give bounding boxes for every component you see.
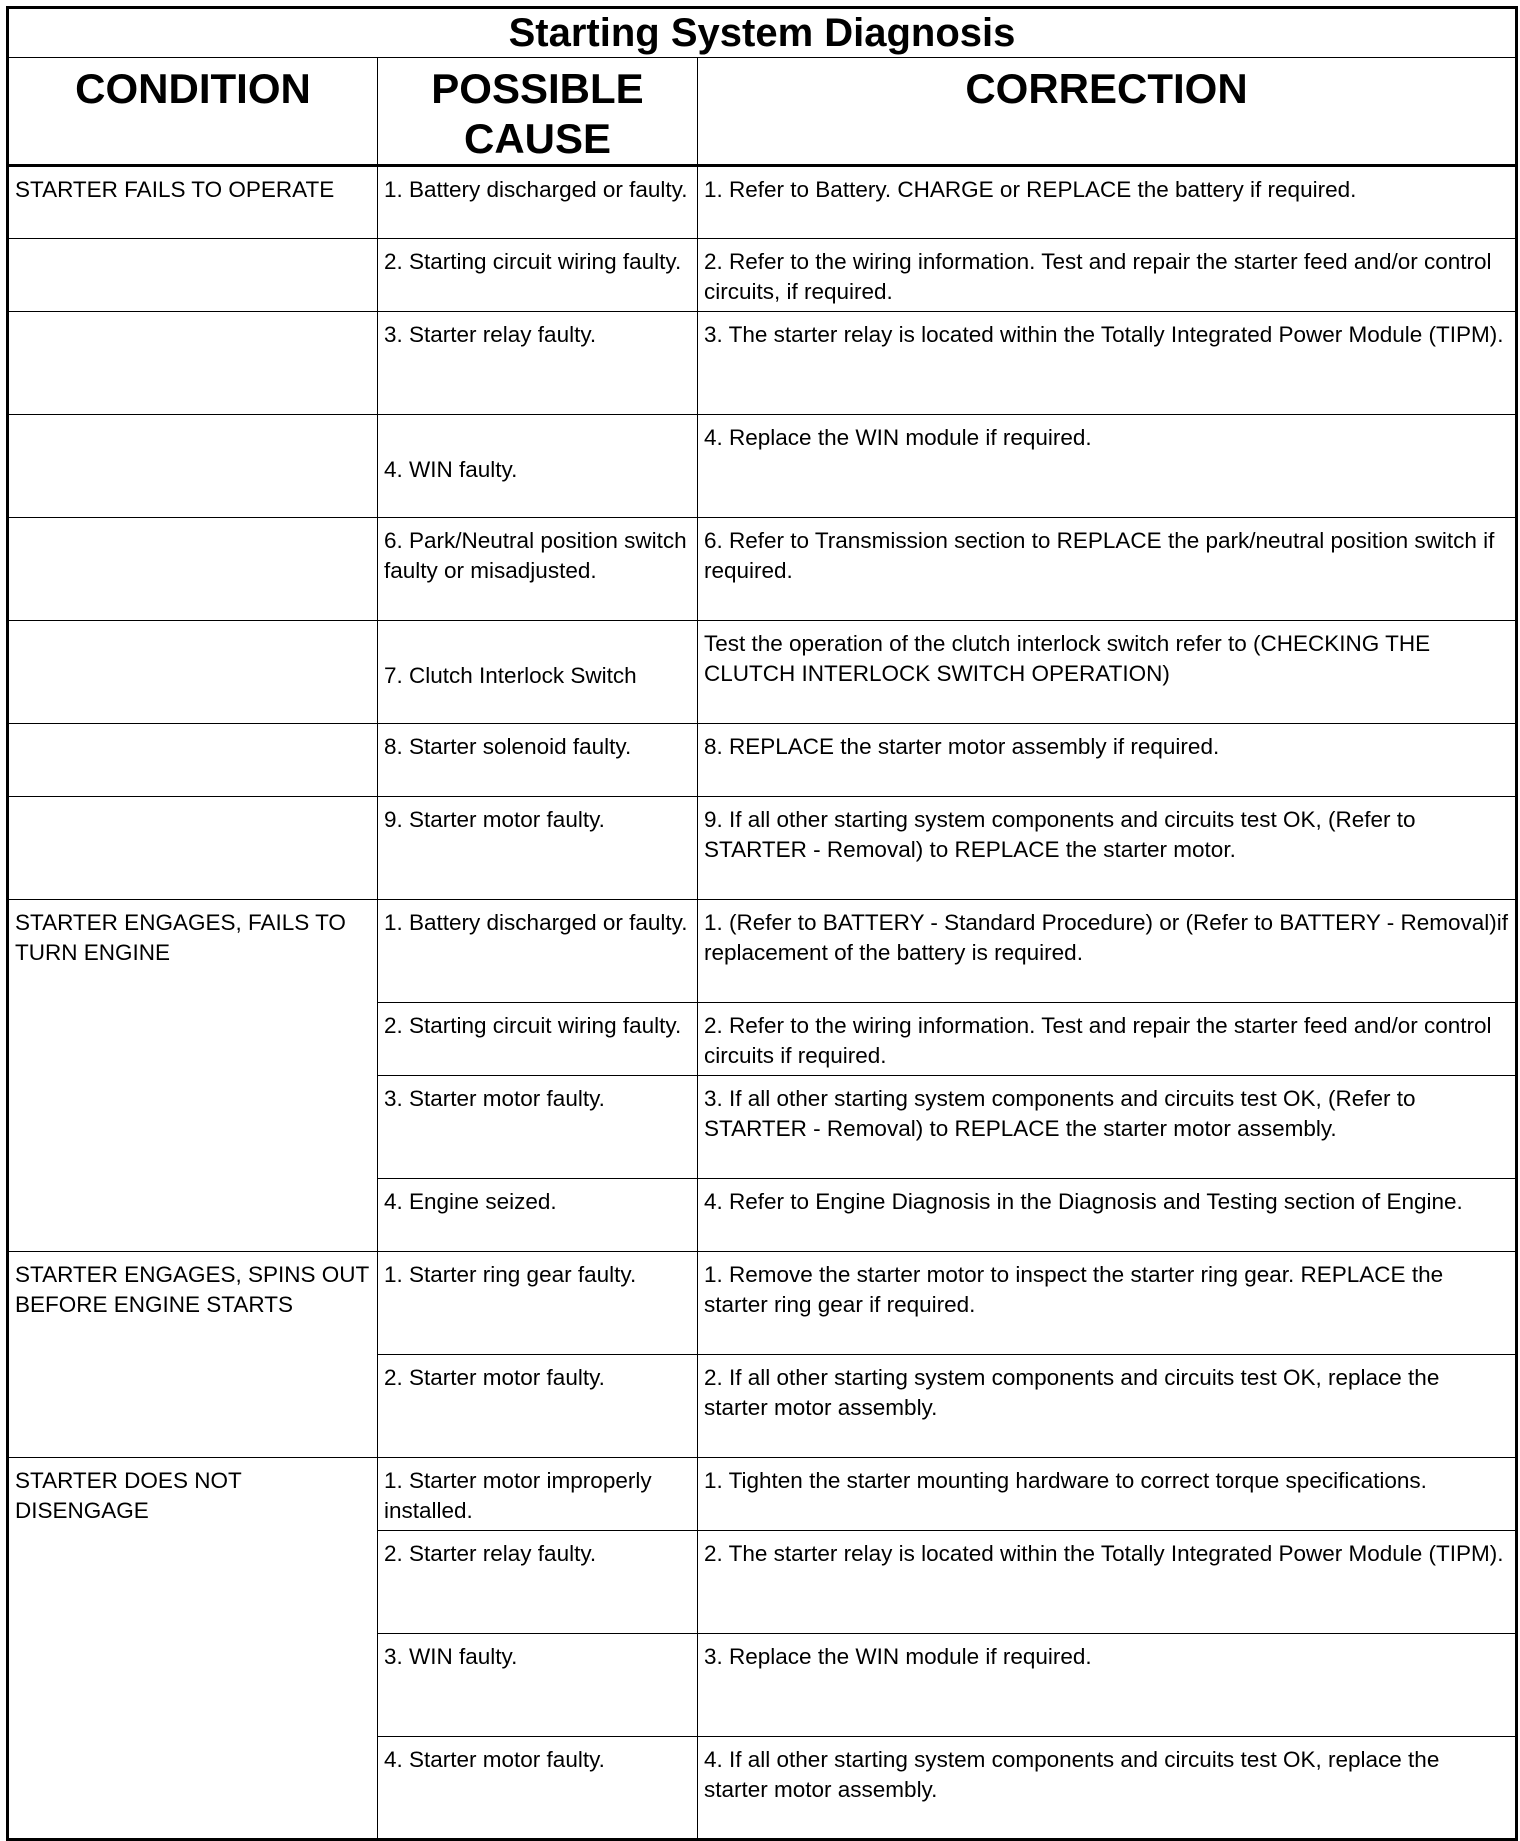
correction-cell: 1. Tighten the starter mounting hardware to correct torque specifications.: [698, 1458, 1517, 1531]
cause-cell: 1. Battery discharged or faulty.: [378, 166, 698, 239]
table-row: [8, 797, 1517, 900]
condition-cell: STARTER ENGAGES, SPINS OUT BEFORE ENGINE STARTS: [8, 1252, 378, 1458]
correction-cell: 1. Remove the starter motor to inspect the starter ring gear. REPLACE the starter ring gear if required.: [698, 1252, 1517, 1355]
correction-cell: 4. Refer to Engine Diagnosis in the Diagnosis and Testing section of Engine.: [698, 1179, 1517, 1252]
table-row: [8, 518, 1517, 621]
condition-cell: STARTER FAILS TO OPERATE: [8, 166, 378, 239]
cause-cell: 3. WIN faulty.: [378, 1634, 698, 1737]
correction-cell: 2. The starter relay is located within the Totally Integrated Power Module (TIPM).: [698, 1531, 1517, 1634]
header-possible-cause: POSSIBLE CAUSE: [378, 58, 698, 166]
cause-cell: 1. Battery discharged or faulty.: [378, 900, 698, 1003]
table-row: [8, 724, 1517, 797]
table-row: [8, 415, 1517, 518]
correction-cell: 9. If all other starting system components and circuits test OK, (Refer to STARTER - Removal) to REPLACE the starter motor.: [698, 797, 1517, 900]
cause-cell: 2. Starter motor faulty.: [378, 1355, 698, 1458]
cause-cell: 2. Starting circuit wiring faulty.: [378, 1003, 698, 1076]
condition-cell: STARTER ENGAGES, FAILS TO TURN ENGINE: [8, 900, 378, 1252]
table-row: [8, 900, 1517, 1003]
condition-cell-empty: [8, 724, 378, 797]
correction-cell: 3. If all other starting system components and circuits test OK, (Refer to STARTER - Removal) to REPLACE the starter motor assembly.: [698, 1076, 1517, 1179]
cause-cell: 7. Clutch Interlock Switch: [378, 621, 698, 724]
table-row: [8, 312, 1517, 415]
condition-cell-empty: [8, 312, 378, 415]
correction-cell: Test the operation of the clutch interlock switch refer to (CHECKING THE CLUTCH INTERLOCK SWITCH OPERATION): [698, 621, 1517, 724]
condition-cell-empty: [8, 415, 378, 518]
cause-cell: 1. Starter ring gear faulty.: [378, 1252, 698, 1355]
cause-cell: 2. Starter relay faulty.: [378, 1531, 698, 1634]
cause-cell: 3. Starter relay faulty.: [378, 312, 698, 415]
cause-cell: 3. Starter motor faulty.: [378, 1076, 698, 1179]
cause-cell: 8. Starter solenoid faulty.: [378, 724, 698, 797]
table-row: [8, 621, 1517, 724]
correction-cell: 3. Replace the WIN module if required.: [698, 1634, 1517, 1737]
condition-cell: STARTER DOES NOT DISENGAGE: [8, 1458, 378, 1840]
diagnosis-table: [6, 6, 1518, 1841]
correction-cell: 6. Refer to Transmission section to REPLACE the park/neutral position switch if required.: [698, 518, 1517, 621]
condition-cell-empty: [8, 621, 378, 724]
correction-cell: 1. Refer to Battery. CHARGE or REPLACE the battery if required.: [698, 166, 1517, 239]
cause-cell: 6. Park/Neutral position switch faulty or misadjusted.: [378, 518, 698, 621]
table-row: [8, 239, 1517, 312]
table-row: [8, 1458, 1517, 1531]
table-row: [8, 166, 1517, 239]
table-title: Starting System Diagnosis: [8, 8, 1517, 58]
condition-cell-empty: [8, 239, 378, 312]
correction-cell: 1. (Refer to BATTERY - Standard Procedure) or (Refer to BATTERY - Removal)if replacement of the battery is required.: [698, 900, 1517, 1003]
correction-cell: 2. Refer to the wiring information. Test and repair the starter feed and/or control circuits, if required.: [698, 239, 1517, 312]
cause-cell: 9. Starter motor faulty.: [378, 797, 698, 900]
condition-cell-empty: [8, 797, 378, 900]
correction-cell: 2. Refer to the wiring information. Test and repair the starter feed and/or control circuits if required.: [698, 1003, 1517, 1076]
cause-cell: 4. Starter motor faulty.: [378, 1737, 698, 1840]
correction-cell: 2. If all other starting system components and circuits test OK, replace the starter motor assembly.: [698, 1355, 1517, 1458]
correction-cell: 4. Replace the WIN module if required.: [698, 415, 1517, 518]
header-condition: CONDITION: [8, 58, 378, 166]
table-row: [8, 1252, 1517, 1355]
header-correction: CORRECTION: [698, 58, 1517, 166]
cause-cell: 2. Starting circuit wiring faulty.: [378, 239, 698, 312]
cause-cell: 4. WIN faulty.: [378, 415, 698, 518]
cause-cell: 4. Engine seized.: [378, 1179, 698, 1252]
cause-cell: 1. Starter motor improperly installed.: [378, 1458, 698, 1531]
correction-cell: 3. The starter relay is located within the Totally Integrated Power Module (TIPM).: [698, 312, 1517, 415]
correction-cell: 8. REPLACE the starter motor assembly if required.: [698, 724, 1517, 797]
condition-cell-empty: [8, 518, 378, 621]
correction-cell: 4. If all other starting system components and circuits test OK, replace the starter motor assembly.: [698, 1737, 1517, 1840]
